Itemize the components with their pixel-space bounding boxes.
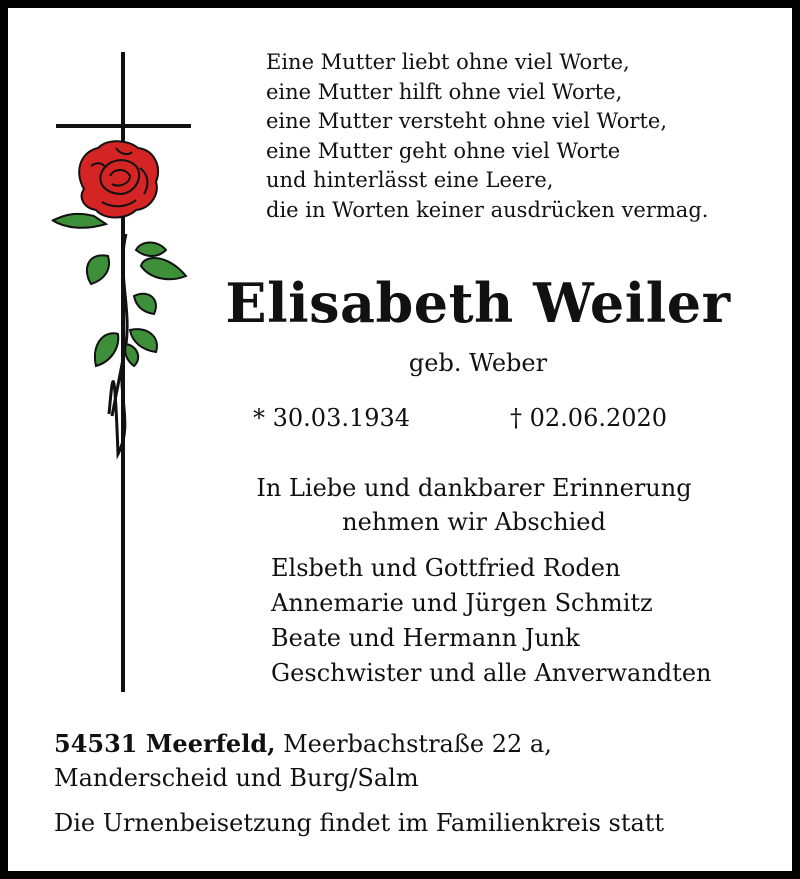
poem-line: eine Mutter versteht ohne viel Worte,	[266, 109, 668, 133]
poem-line: die in Worten keiner ausdrücken vermag.	[266, 197, 709, 222]
cross-with-rose-illustration	[46, 44, 196, 694]
poem-line: Eine Mutter liebt ohne viel Worte,	[266, 50, 630, 74]
farewell-line: In Liebe und dankbarer Erinnerung	[256, 474, 692, 502]
mourner-entry: Geschwister und alle Anverwandten	[271, 659, 712, 687]
maiden-name: geb. Weber	[408, 349, 548, 377]
poem-line: eine Mutter geht ohne viel Worte	[266, 138, 621, 163]
mourner-entry: Annemarie und Jürgen Schmitz	[271, 589, 653, 617]
death-date: † 02.06.2020	[510, 404, 668, 432]
mourner-entry: Elsbeth und Gottfried Roden	[271, 554, 621, 582]
address-line-1	[54, 727, 774, 761]
poem-line: eine Mutter hilft ohne viel Worte,	[266, 79, 623, 104]
deceased-name: Elisabeth Weiler	[225, 271, 731, 335]
burial-note: Die Urnenbeisetzung findet im Familienkreis statt	[54, 809, 665, 837]
address-street: Meerbachstraße 22 a,	[283, 730, 552, 758]
poem-line: und hinterlässt eine Leere,	[266, 168, 554, 192]
address-city: 54531 Meerfeld,	[54, 729, 276, 758]
farewell-text	[208, 471, 740, 539]
rose-bloom	[79, 141, 158, 217]
poem	[266, 48, 786, 225]
birth-date: * 30.03.1934	[253, 404, 411, 432]
mourner-entry: Beate und Hermann Junk	[271, 624, 580, 652]
address-line-2: Manderscheid und Burg/Salm	[54, 764, 419, 792]
rose-leaves	[52, 214, 186, 366]
farewell-line: nehmen wir Abschied	[342, 508, 606, 536]
family-address	[54, 727, 774, 795]
mourners-list	[271, 551, 791, 691]
cross-horizontal-beam	[56, 124, 191, 128]
